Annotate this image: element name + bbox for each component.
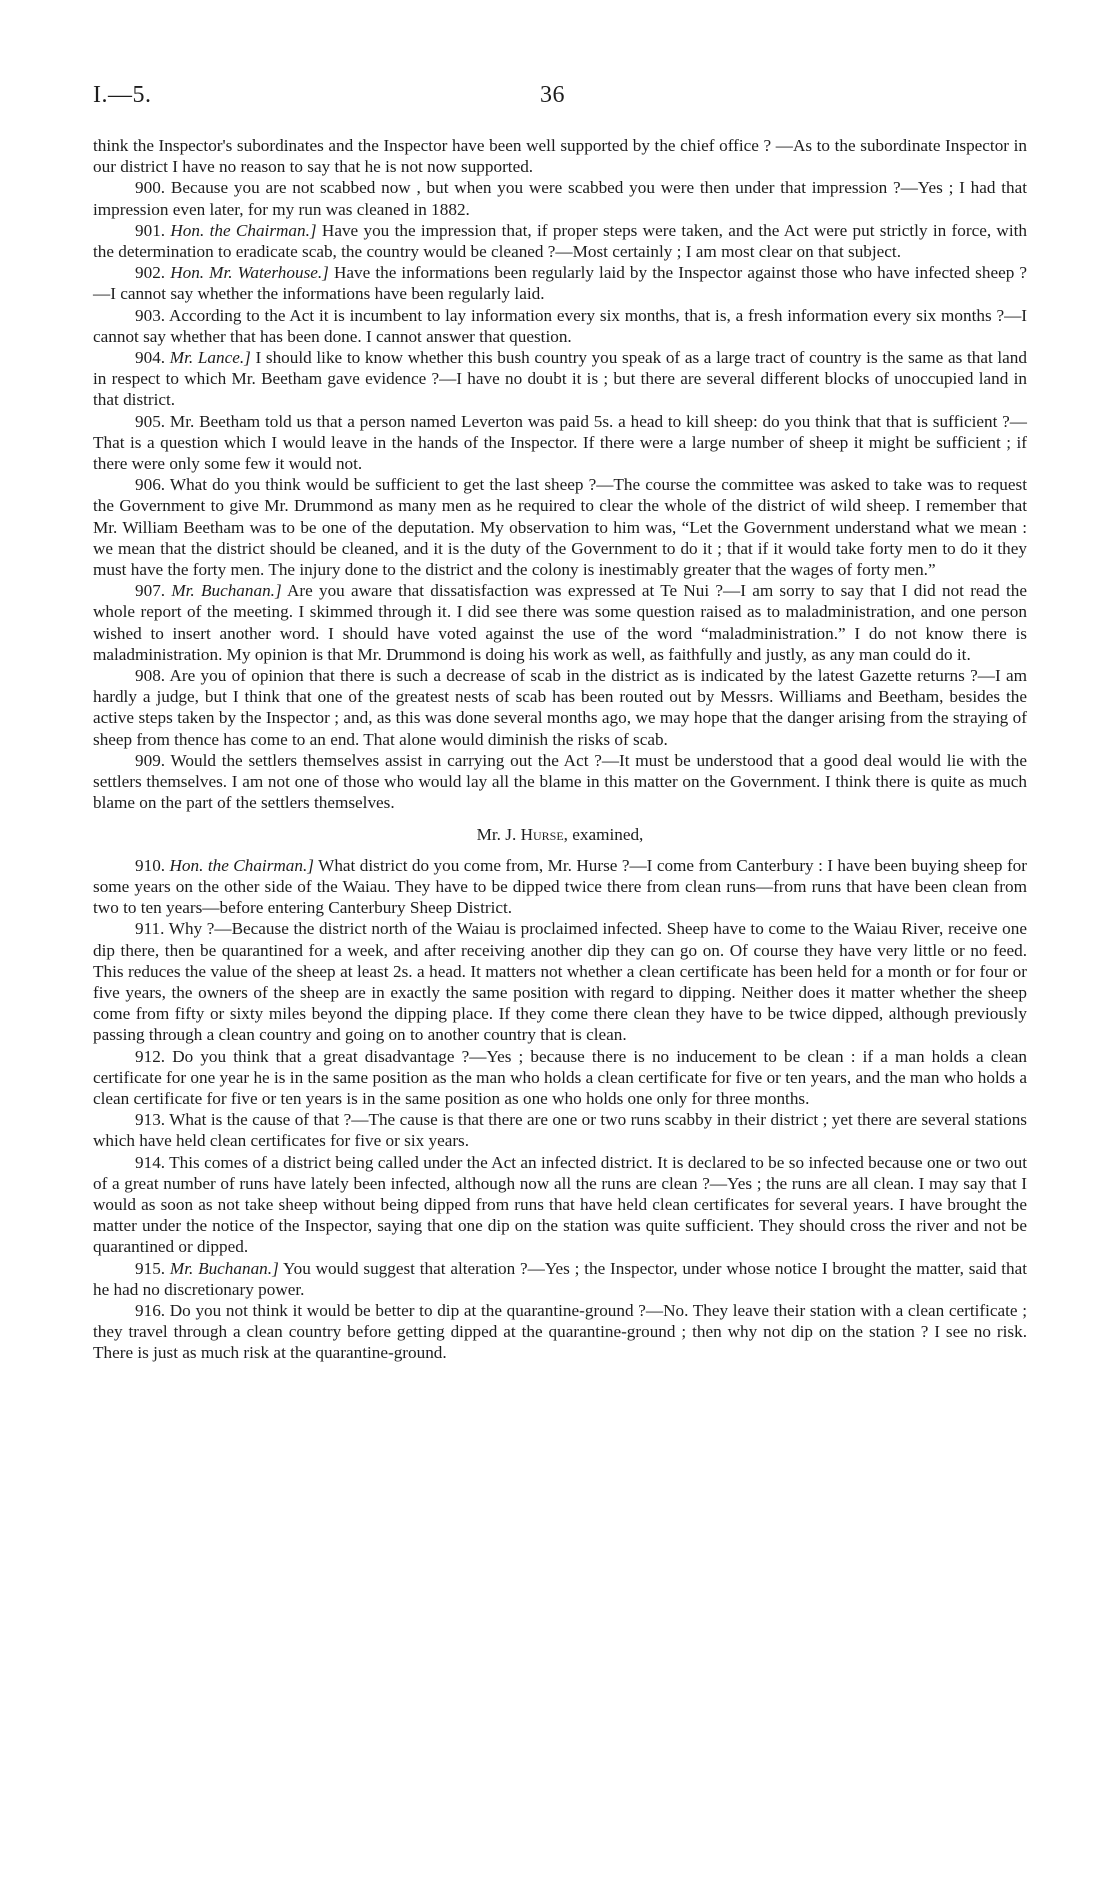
testimony-paragraph <box>93 1109 1027 1151</box>
paragraph-text: You would suggest that alteration ?—Yes ; the Inspector, under whose notice I brought the matter, said that he had no discretionary power. <box>93 1258 1028 1299</box>
question-number: 902. <box>135 263 166 283</box>
paragraph-group-2 <box>93 855 1027 1364</box>
paragraph-text: Would the settlers themselves assist in carrying out the Act ?—It must be understood that a good deal would lie with the settlers themselves. I am not one of those who would lay all the blame in this matter on the Government. I think there is quite as much blame on the part of the settlers themselves. <box>93 750 1027 813</box>
paragraph-text: What district do you come from, Mr. Hurse ?—I come from Canterbury : I have been buying sheep for some years on the other side of the Waiau. They have to be dipped twice there from clean runs—from runs that have been clean from two to ten years—before entering Canterbury Sheep District. <box>93 855 1027 918</box>
paragraph-text: Why ?—Because the district north of the Waiau is proclaimed infected. Sheep have to come to the Waiau River, receive one dip there, then be quarantined for a week, and after receiving another dip they can go on. Of course they have very little or no feed. This reduces the value of the sheep at least 2s. a head. It matters not whether a clean certificate has been held for a month or for four or five years, the owners of the sheep are in exactly the same position with regard to dipping. Neither does it matter whether the sheep come from fifty or sixty miles beyond the dipping place. If they come there clean they have to be twice dipped, although previously passing through a clean country and going on to another country that is clean. <box>93 919 1027 1045</box>
question-number: 915. <box>135 1258 166 1278</box>
testimony-paragraph <box>93 1152 1027 1258</box>
testimony-paragraph <box>93 580 1027 665</box>
question-number: 909. <box>135 750 166 770</box>
paragraph-text: Do you think that a great disadvantage ?—Yes ; because there is no inducement to be clean : if a man holds a clean certificate for one year he is in the same position as the man who holds a clean certificate for five or ten years, and the man who holds a clean certificate for five or ten years is in the same position as one who holds one only for three months. <box>93 1046 1028 1108</box>
question-number: 913. <box>135 1110 166 1130</box>
question-number: 908. <box>135 666 166 686</box>
paragraph-text: What do you think would be sufficient to get the last sheep ?—The course the committee was asked to take was to request the Government to give Mr. Drummond as many men as he required to clear the whole of the district of wild sheep. I remember that Mr. William Beetham was to be one of the deputation. My observation to him was, “Let the Government understand what we mean : we mean that the district should be cleaned, and it is the duty of the Government to do it ; that if it would take forty men to do it they must have the forty men. The injury done to the district and the colony is inestimably greater that the wages of forty men.” <box>93 475 1027 580</box>
paragraph-text: Have you the impression that, if proper steps were taken, and the Act were put strictly in force, with the determination to eradicate scab, the country would be cleaned ?—Most certainly ; I am most clear on that subject. <box>93 220 1027 262</box>
question-number: 906. <box>135 475 166 495</box>
question-number: 904. <box>135 348 166 368</box>
testimony-paragraph <box>93 665 1027 750</box>
body-text <box>93 135 1027 1364</box>
speaker-label: Mr. Lance.] <box>169 348 251 368</box>
testimony-paragraph <box>93 1300 1027 1364</box>
testimony-paragraph <box>93 262 1027 304</box>
question-number: 916. <box>135 1300 166 1320</box>
witness-heading-suffix: , examined, <box>563 824 644 844</box>
question-number: 910. <box>135 855 166 875</box>
paragraph-text: Mr. Beetham told us that a person named Leverton was paid 5s. a head to kill sheep: do you think that that is sufficient ?—That is a question which I would leave in the hands of the Inspector. If there were a large number of sheep it might be sufficient ; if there were only some few it would not. <box>93 411 1027 474</box>
testimony-paragraph <box>93 474 1027 580</box>
question-number: 900. <box>135 178 166 198</box>
testimony-paragraph <box>93 220 1027 262</box>
paragraph-text: Are you aware that dissatisfaction was expressed at Te Nui ?—I am sorry to say that I did not read the whole report of the meeting. I skimmed through it. I did see there was some question raised as to maladministration, and one person wished to insert another word. I should have voted against the use of the word “maladministration.” I do not know there is maladministration. My opinion is that Mr. Drummond is doing his work as well, as faithfully and justly, as any man could do it. <box>93 581 1028 664</box>
paragraph-text: Have the informations been regularly laid by the Inspector against those who have infected sheep ?—I cannot say whether the informations have been regularly laid. <box>93 263 1028 304</box>
question-number: 905. <box>135 411 166 431</box>
paragraph-text: According to the Act it is incumbent to lay information every six months, that is, a fresh information every six months ?—I cannot say whether that has been done. I cannot answer that question. <box>93 305 1027 346</box>
question-number: 907. <box>135 581 166 601</box>
testimony-paragraph <box>93 135 1027 177</box>
testimony-paragraph <box>93 918 1027 1045</box>
speaker-label: Mr. Buchanan.] <box>171 581 282 601</box>
question-number: 911. <box>135 919 165 939</box>
testimony-paragraph <box>93 305 1027 347</box>
testimony-paragraph <box>93 1046 1027 1110</box>
paragraph-text: What is the cause of that ?—The cause is that there are one or two runs scabby in their district ; yet there are several stations which have held clean certificates for five or six years. <box>93 1110 1027 1151</box>
paragraph-text: I should like to know whether this bush country you speak of as a large tract of country is the same as that land in respect to which Mr. Beetham gave evidence ?—I have no doubt it is ; but there are several different blocks of unoccupied land in that district. <box>93 348 1027 410</box>
question-number: 903. <box>135 305 166 325</box>
speaker-label: Mr. Buchanan.] <box>169 1258 279 1278</box>
speaker-label: Hon. the Chairman.] <box>169 855 314 875</box>
testimony-paragraph <box>93 855 1027 919</box>
testimony-paragraph <box>93 347 1027 411</box>
paragraph-text: Do you not think it would be better to dip at the quarantine-ground ?—No. They leave their station with a clean certificate ; they travel through a clean country before getting dipped at the quarantine-ground ; then why not dip on the station ? I see no risk. There is just as much risk at the quarantine-ground. <box>93 1300 1028 1363</box>
paragraph-text: This comes of a district being called under the Act an infected district. It is declared to be so infected because one or two out of a great number of runs have lately been infected, although now all the runs are clean ?—Yes ; the runs are all clean. I may say that I would as soon as not take sheep without being dipped from runs that have held clean certificates for several years. I have brought the matter under the notice of the Inspector, saying that one dip on the station was quite sufficient. They should cross the river and not be quarantined or dipped. <box>93 1152 1027 1257</box>
paragraph-text: Because you are not scabbed now , but when you were scabbed you were then under that impression ?—Yes ; I had that impression even later, for my run was cleaned in 1882. <box>93 178 1027 219</box>
question-number: 901. <box>135 220 166 240</box>
witness-heading <box>93 824 1027 845</box>
paragraph-text: think the Inspector's subordinates and the Inspector have been well supported by the chief office ? —As to the subordinate Inspector in our district I have no reason to say that he is not now supported. <box>93 136 1027 177</box>
speaker-label: Hon. the Chairman.] <box>170 220 317 240</box>
page-number: 36 <box>540 82 565 108</box>
question-number: 914. <box>135 1152 166 1172</box>
testimony-paragraph <box>93 177 1027 219</box>
testimony-paragraph <box>93 411 1027 475</box>
paragraph-group-1 <box>93 135 1027 814</box>
witness-heading-prefix: Mr. J. <box>476 824 521 844</box>
testimony-paragraph <box>93 1258 1027 1300</box>
testimony-paragraph <box>93 750 1027 814</box>
witness-name: Hurse <box>520 824 564 844</box>
paragraph-text: Are you of opinion that there is such a decrease of scab in the district as is indicated by the latest Gazette returns ?—I am hardly a judge, but I think that one of the greatest nests of scab has been routed out by Messrs. Williams and Beetham, besides the active steps taken by the Inspector ; and, as this was done several months ago, we may hope that the danger arising from the straying of sheep from thence has come to an end. That alone would diminish the risks of scab. <box>93 666 1027 749</box>
speaker-label: Hon. Mr. Waterhouse.] <box>170 263 329 283</box>
question-number: 912. <box>135 1046 166 1066</box>
report-code: I.—5. <box>93 82 152 108</box>
